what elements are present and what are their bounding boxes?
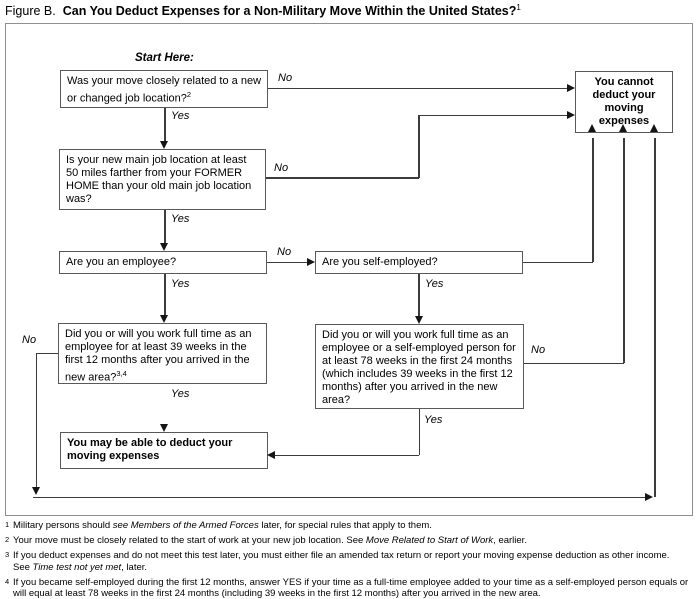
footnote-2-text: Your move must be closely related to the start of work at your new job location. See xyxy=(13,535,366,546)
label-yes-employee: Yes xyxy=(171,278,190,290)
label-no-78-weeks: No xyxy=(531,344,546,356)
arrowhead-into-employee xyxy=(160,243,168,251)
footnote-1 xyxy=(4,520,696,532)
footnote-1-text: Military persons should xyxy=(13,520,113,531)
footnote-4-number: 4 xyxy=(5,576,10,586)
footnote-ref-3-4: 3,4 xyxy=(116,369,127,378)
arrowhead-into-cannot-bottom-3 xyxy=(650,124,658,132)
arrowhead-into-cannot-left-1 xyxy=(567,84,575,92)
node-self-employed-question xyxy=(315,251,523,274)
node-78-weeks-question xyxy=(315,324,524,409)
node-text: You may be able to deduct your moving expenses xyxy=(67,437,233,462)
label-yes-self-employed: Yes xyxy=(425,278,444,290)
label-yes-job-related: Yes xyxy=(171,110,190,122)
footnote-1-text-end: later, for special rules that apply to them. xyxy=(258,520,432,531)
connector-employee-yes xyxy=(164,274,166,318)
arrowhead-into-cannot-left-2 xyxy=(567,111,575,119)
node-39-weeks-question xyxy=(58,323,267,384)
footnote-3 xyxy=(4,550,696,573)
footnote-1-number: 1 xyxy=(5,520,10,529)
footnote-4-text: If you became self-employed during the first 12 months, answer YES if your time as a full-time employee added to your time as a self-employed person equals or will equal at least 78 weeks in the first 24 months (including 39 weeks in the first 12 months) after you arrived in the new area. xyxy=(13,576,689,599)
figure-title-footnote-ref: 1 xyxy=(516,3,521,12)
label-no-distance: No xyxy=(274,162,289,174)
figure-title-text: Can You Deduct Expenses for a Non-Military Move Within the United States? xyxy=(62,4,517,19)
footnote-1-italic: see Members of the Armed Forces xyxy=(112,520,259,531)
connector-self-employed-no-h xyxy=(523,262,593,264)
connector-bottom-line xyxy=(33,497,646,499)
arrowhead-into-may-deduct-right xyxy=(267,451,275,459)
label-yes-39-weeks: Yes xyxy=(171,388,190,400)
connector-self-employed-no-riser xyxy=(592,138,594,262)
node-distance-question xyxy=(59,149,266,210)
node-text: You cannot deduct your moving expenses xyxy=(592,76,656,127)
figure-label: Figure B. xyxy=(5,4,56,19)
label-no-employee: No xyxy=(277,246,292,258)
connector-job-related-yes xyxy=(164,108,166,144)
node-text: Was your move closely related to a new or changed job location? xyxy=(67,75,262,105)
node-job-related-question xyxy=(60,70,268,108)
footnote-2-italic: Move Related to Start of Work xyxy=(365,535,494,546)
footnote-4 xyxy=(4,577,696,599)
connector-78-weeks-yes-down xyxy=(419,409,421,455)
node-employee-question xyxy=(59,251,267,274)
connector-78-weeks-yes-h xyxy=(275,455,419,457)
connector-distance-no-h1 xyxy=(266,177,419,179)
footnote-ref-2: 2 xyxy=(186,90,192,99)
arrowhead-bottom-line-right xyxy=(645,493,653,501)
connector-39-weeks-no-stub xyxy=(36,353,58,355)
footnote-3-italic: Time test not yet met xyxy=(32,561,122,573)
arrowhead-into-cannot-bottom-1 xyxy=(588,124,596,132)
connector-39-weeks-no-down xyxy=(36,353,38,488)
footnote-3-text-end: , later. xyxy=(121,561,148,573)
connector-job-related-no xyxy=(268,88,569,90)
footnotes xyxy=(4,520,696,599)
node-text: Did you or will you work full time as an employee for at least 39 weeks in the first 12 months after you arrived in the new area? xyxy=(65,328,252,384)
arrowhead-into-39-weeks xyxy=(160,315,168,323)
node-may-deduct-outcome xyxy=(60,432,268,469)
arrowhead-into-may-deduct-top xyxy=(160,424,168,432)
node-text: Is your new main job location at least 50 miles farther from your FORMER HOME than your old main job location was? xyxy=(66,154,252,205)
node-text: Are you self-employed? xyxy=(322,256,438,268)
arrowhead-into-self-employed xyxy=(307,258,315,266)
connector-distance-no-h2 xyxy=(418,115,569,117)
connector-bottom-riser xyxy=(654,138,656,497)
start-here-label: Start Here: xyxy=(135,52,194,64)
footnote-3-text-line2: See xyxy=(13,561,33,573)
figure-title xyxy=(5,3,521,18)
arrowhead-into-78-weeks xyxy=(415,316,423,324)
connector-distance-no-riser xyxy=(418,115,420,178)
arrowhead-into-cannot-bottom-2 xyxy=(619,124,627,132)
label-no-39-weeks: No xyxy=(22,334,37,346)
connector-distance-yes xyxy=(164,210,166,246)
footnote-2 xyxy=(4,535,696,547)
label-yes-distance: Yes xyxy=(171,213,190,225)
footnote-3-text: If you deduct expenses and do not meet this test later, you must either file an amended tax return or report your moving expense deduction as other income. xyxy=(13,550,670,561)
node-text: Are you an employee? xyxy=(66,256,177,268)
connector-78-weeks-no-riser xyxy=(623,138,625,363)
label-no-job-related: No xyxy=(278,72,293,84)
connector-employee-no xyxy=(267,262,308,264)
arrowhead-into-distance xyxy=(160,141,168,149)
arrowhead-39-no-down xyxy=(32,487,40,495)
footnote-3-number: 3 xyxy=(5,550,10,559)
connector-78-weeks-no-h xyxy=(524,363,624,365)
node-text: Did you or will you work full time as an employee or a self-employed person for at least 78 weeks in the first 24 months (which includes 39 weeks in the first 12 months) after you arrived in the new area? xyxy=(322,329,516,406)
footnote-2-text-end: , earlier. xyxy=(493,535,527,546)
connector-self-employed-yes xyxy=(418,274,420,319)
footnote-2-number: 2 xyxy=(5,535,10,544)
label-yes-78-weeks: Yes xyxy=(424,414,443,426)
